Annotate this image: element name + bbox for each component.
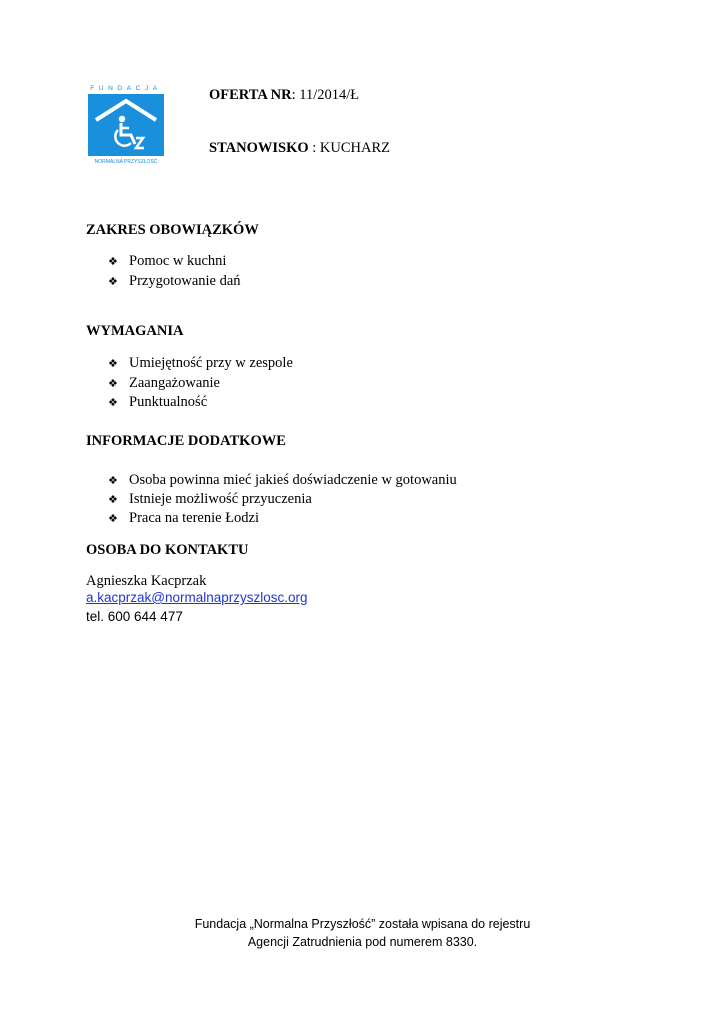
list-item-text: Istnieje możliwość przyuczenia bbox=[129, 491, 312, 507]
offer-label: OFERTA NR bbox=[209, 87, 292, 103]
contact-name: Agnieszka Kacprzak bbox=[86, 573, 207, 589]
list-item bbox=[108, 375, 220, 392]
logo-top-text: FUNDACJA bbox=[90, 85, 162, 92]
bullet-icon: ❖ bbox=[108, 474, 118, 487]
list-item bbox=[108, 273, 241, 290]
wheelchair-house-icon bbox=[88, 94, 164, 156]
footer-line-2: Agencji Zatrudnienia pod numerem 8330. bbox=[247, 935, 478, 949]
contact-heading: OSOBA DO KONTAKTU bbox=[86, 542, 249, 558]
list-item bbox=[108, 355, 293, 372]
list-item-text: Punktualność bbox=[129, 394, 208, 410]
list-item-text: Osoba powinna mieć jakieś doświadczenie w gotowaniu bbox=[129, 472, 457, 488]
offer-number-line bbox=[209, 87, 359, 104]
bullet-icon: ❖ bbox=[108, 493, 118, 506]
additional-heading: INFORMACJE DODATKOWE bbox=[86, 433, 286, 449]
logo-box bbox=[88, 94, 164, 156]
bullet-icon: ❖ bbox=[108, 377, 118, 390]
list-item-text: Pomoc w kuchni bbox=[129, 253, 227, 269]
requirements-heading: WYMAGANIA bbox=[86, 323, 184, 339]
list-item-text: Praca na terenie Łodzi bbox=[129, 510, 260, 526]
list-item bbox=[108, 253, 226, 270]
bullet-icon: ❖ bbox=[108, 275, 118, 288]
duties-heading: ZAKRES OBOWIĄZKÓW bbox=[86, 222, 259, 238]
list-item bbox=[108, 510, 259, 527]
position-value: : KUCHARZ bbox=[308, 140, 391, 156]
position-line bbox=[209, 140, 390, 157]
footer-line-1: Fundacja „Normalna Przyszłość” została wpisana do rejestru bbox=[194, 917, 531, 931]
contact-phone: tel. 600 644 477 bbox=[86, 609, 183, 624]
foundation-logo bbox=[86, 84, 166, 168]
bullet-icon: ❖ bbox=[108, 512, 118, 525]
list-item bbox=[108, 394, 207, 411]
bullet-icon: ❖ bbox=[108, 255, 118, 268]
list-item-text: Umiejętność przy w zespole bbox=[129, 355, 293, 371]
bullet-icon: ❖ bbox=[108, 357, 118, 370]
list-item-text: Zaangażowanie bbox=[129, 375, 220, 391]
logo-bottom-text: NORMALNA PRZYSZŁOŚĆ bbox=[94, 159, 158, 165]
list-item-text: Przygotowanie dań bbox=[129, 273, 241, 289]
contact-email-link[interactable]: a.kacprzak@normalnaprzyszlosc.org bbox=[86, 590, 308, 605]
list-item bbox=[108, 491, 312, 508]
bullet-icon: ❖ bbox=[108, 396, 118, 409]
offer-value: : 11/2014/Ł bbox=[291, 87, 360, 103]
list-item bbox=[108, 472, 457, 489]
position-label: STANOWISKO bbox=[209, 140, 309, 156]
page-footer bbox=[0, 915, 725, 951]
